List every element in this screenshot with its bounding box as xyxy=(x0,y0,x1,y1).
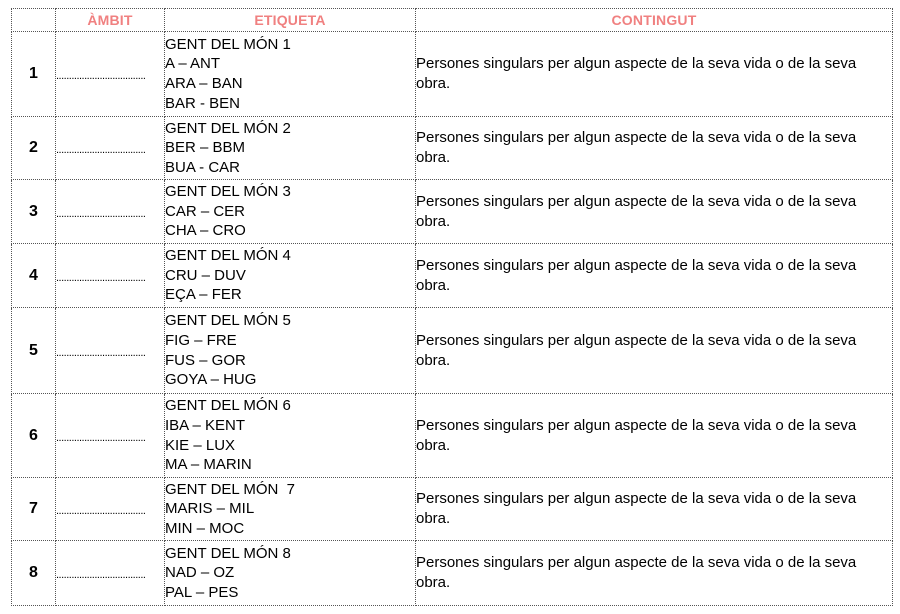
etiqueta-range: PAL – PES xyxy=(165,583,239,601)
etiqueta-range: IBA – KENT xyxy=(165,416,246,434)
table-row xyxy=(12,32,893,117)
contingut-cell: Persones singulars per algun aspecte de la seva vida o de la seva obra. xyxy=(416,541,893,606)
contingut-cell: Persones singulars per algun aspecte de la seva vida o de la seva obra. xyxy=(416,180,893,244)
etiqueta-title: GENT DEL MÓN 8 xyxy=(165,544,291,562)
etiqueta-range: A – ANT xyxy=(165,55,221,73)
contingut-cell: Persones singulars per algun aspecte de la seva vida o de la seva obra. xyxy=(416,32,893,117)
etiqueta-cell xyxy=(165,478,416,541)
etiqueta-cell xyxy=(165,308,416,394)
etiqueta-cell xyxy=(165,180,416,244)
row-number: 6 xyxy=(12,394,56,478)
ambit-cell xyxy=(56,32,165,117)
etiqueta-title: GENT DEL MÓN 1 xyxy=(165,35,291,53)
etiqueta-range: BAR - BEN xyxy=(165,94,241,112)
ambit-blank-dots: ................................... xyxy=(56,271,146,284)
table-row xyxy=(12,244,893,308)
row-number: 5 xyxy=(12,308,56,394)
header-contingut: CONTINGUT xyxy=(416,9,893,32)
etiqueta-range: CRU – DUV xyxy=(165,266,246,284)
etiqueta-range: BER – BBM xyxy=(165,139,246,157)
ambit-blank-dots: ................................... xyxy=(56,505,146,517)
etiqueta-range: MARIS – MIL xyxy=(165,500,255,518)
ambit-cell xyxy=(56,541,165,606)
etiqueta-cell xyxy=(165,541,416,606)
header-etiqueta: ETIQUETA xyxy=(165,9,416,32)
etiqueta-range: ARA – BAN xyxy=(165,75,243,92)
header-num xyxy=(12,9,56,32)
etiqueta-range: FIG – FRE xyxy=(165,331,237,349)
etiqueta-range: NAD – OZ xyxy=(165,564,235,582)
etiqueta-title: GENT DEL MÓN 3 xyxy=(165,183,291,201)
etiqueta-range: MIN – MOC xyxy=(165,519,245,537)
etiqueta-title: GENT DEL MÓN 6 xyxy=(165,397,291,415)
ambit-cell xyxy=(56,244,165,308)
table-row xyxy=(12,394,893,478)
table-row xyxy=(12,117,893,180)
ambit-blank-dots: ................................... xyxy=(56,207,146,220)
ambit-blank-dots: ................................... xyxy=(56,144,146,156)
contingut-cell: Persones singulars per algun aspecte de la seva vida o de la seva obra. xyxy=(416,117,893,180)
header-ambit: ÀMBIT xyxy=(56,9,165,32)
etiqueta-title: GENT DEL MÓN 2 xyxy=(165,119,291,137)
ambit-cell xyxy=(56,180,165,244)
catalog-sheet xyxy=(11,8,893,606)
table-row xyxy=(12,180,893,244)
etiqueta-title: GENT DEL MÓN 7 xyxy=(165,480,296,498)
etiqueta-range: EÇA – FER xyxy=(165,286,242,304)
ambit-cell xyxy=(56,117,165,180)
row-number: 3 xyxy=(12,180,56,244)
ambit-blank-dots: ................................... xyxy=(56,431,146,444)
table-row xyxy=(12,478,893,541)
contingut-cell: Persones singulars per algun aspecte de la seva vida o de la seva obra. xyxy=(416,394,893,478)
contingut-cell: Persones singulars per algun aspecte de la seva vida o de la seva obra. xyxy=(416,308,893,394)
row-number: 8 xyxy=(12,541,56,606)
etiqueta-range: CAR – CER xyxy=(165,202,246,220)
etiqueta-cell xyxy=(165,32,416,117)
row-number: 2 xyxy=(12,117,56,180)
contingut-cell: Persones singulars per algun aspecte de la seva vida o de la seva obra. xyxy=(416,244,893,308)
ambit-cell xyxy=(56,478,165,541)
etiqueta-range: MA – MARIN xyxy=(165,456,252,474)
row-number: 1 xyxy=(12,32,56,117)
etiqueta-range: KIE – LUX xyxy=(165,436,236,454)
etiqueta-range: CHA – CRO xyxy=(165,222,246,240)
ambit-blank-dots: ................................... xyxy=(56,346,146,359)
ambit-cell xyxy=(56,308,165,394)
etiqueta-range: GOYA – HUG xyxy=(165,371,257,389)
ambit-blank-dots: ................................... xyxy=(56,70,146,82)
table-header-row xyxy=(12,9,893,32)
row-number: 4 xyxy=(12,244,56,308)
etiqueta-title: GENT DEL MÓN 4 xyxy=(165,247,291,265)
contingut-cell: Persones singulars per algun aspecte de la seva vida o de la seva obra. xyxy=(416,478,893,541)
etiqueta-cell xyxy=(165,117,416,180)
catalog-table xyxy=(11,8,893,606)
etiqueta-range: BUA - CAR xyxy=(165,158,241,176)
etiqueta-title: GENT DEL MÓN 5 xyxy=(165,312,291,330)
table-body xyxy=(12,32,893,606)
etiqueta-cell xyxy=(165,244,416,308)
row-number: 7 xyxy=(12,478,56,541)
table-row xyxy=(12,541,893,606)
etiqueta-range: FUS – GOR xyxy=(165,351,246,369)
ambit-blank-dots: ................................... xyxy=(56,569,146,581)
etiqueta-cell xyxy=(165,394,416,478)
table-row xyxy=(12,308,893,394)
ambit-cell xyxy=(56,394,165,478)
